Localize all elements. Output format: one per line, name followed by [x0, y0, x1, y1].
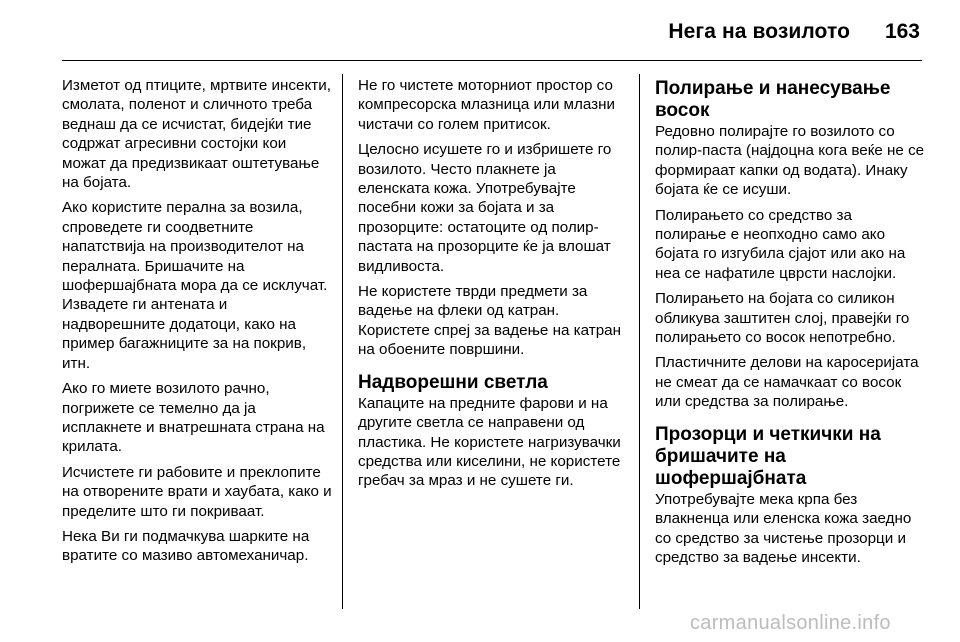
watermark: carmanualsonline.info — [690, 612, 891, 634]
paragraph-engine-bay: Не го чистете моторниот простор со компресорска млазница или млазни чистачи со голем притисок. — [358, 77, 615, 133]
paragraph-bird-droppings: Изметот од птиците, мртвите инсекти, смолата, поленот и сличното треба веднаш да се исчистат, бидејќи тие содржат агресивни состојки кои можат да предизвикаат оштетување на бојата. — [62, 77, 331, 192]
heading-windows-wipers: Прозорци и четкички на бришачите на шофершајбната — [655, 423, 881, 489]
paragraph-plastic-parts: Пластичните делови на каросеријата не смеат да се намачкаат со восок или средства за полирање. — [655, 354, 919, 411]
column-divider-2 — [639, 74, 640, 609]
paragraph-silicone: Полирањето на бојата со силикон обликува заштитен слој, правејќи го полирањето со восок непотребно. — [655, 290, 910, 347]
paragraph-car-wash: Ако користите перална за возила, спроведете ги соодветните напатствија на производителот на пералната. Бришачите на шофершајбната мора да се исклучат. Извадете ги антената и надворешните додатоци, како на пример багажниците за на покрив, итн. — [62, 199, 328, 372]
section-title: Нега на возилото — [668, 20, 850, 43]
paragraph-hand-wash: Ако го миете возилото рачно, погрижете се темелно да ја исплакнете и внатрешната страна на крилата. — [62, 380, 325, 456]
column-2 — [358, 76, 630, 497]
paragraph-windows: Употребувајте мека крпа без влакненца или еленска кожа заедно со средство за чистење прозорци и средство за вадење инсекти. — [655, 490, 912, 566]
column-1 — [62, 76, 332, 572]
heading-exterior-lights: Надворешни светла — [358, 371, 548, 393]
header-divider — [62, 60, 922, 61]
paragraph-polish-needed: Полирањето со средство за полирање е неопходно само ако бојата го изгубила сјајот или ако на неа се нафатиле цврсти наслојки. — [655, 206, 906, 282]
column-divider-1 — [342, 74, 343, 609]
column-3 — [655, 76, 925, 573]
paragraph-tar: Не користете тврди предмети за вадење на флеки од катран. Користете спреј за вадење на катран на обоените површини. — [358, 283, 621, 359]
page-header — [0, 0, 960, 60]
paragraph-drying: Целосно исушете го и избришете го возилото. Често плакнете ја еленската кожа. Употребувајте посебни кожи за бојата и за прозорците: остатоците од полир-пастата на прозорците ќе ја влошат видливоста. — [358, 141, 612, 275]
paragraph-edges: Исчистете ги рабовите и преклопите на отворените врати и хаубата, како и пределите што ги покриваат. — [62, 463, 332, 520]
paragraph-lights: Капаците на предните фарови и на другите светла се направени од пластика. Не користете нагризувачки средства или киселини, не користете гребач за мраз и не сушете ги. — [358, 394, 621, 490]
paragraph-hinges: Нека Ви ги подмачкува шарките на вратите со мазиво автомеханичар. — [62, 527, 310, 565]
page-number: 163 — [884, 20, 920, 43]
paragraph-polish-regularly: Редовно полирајте го возилото со полир-паста (најдоцна кога веќе не се формираат капки од водата). Инаку бојата ќе се исуши. — [655, 123, 925, 199]
heading-polishing: Полирање и нанесување восок — [655, 78, 891, 121]
